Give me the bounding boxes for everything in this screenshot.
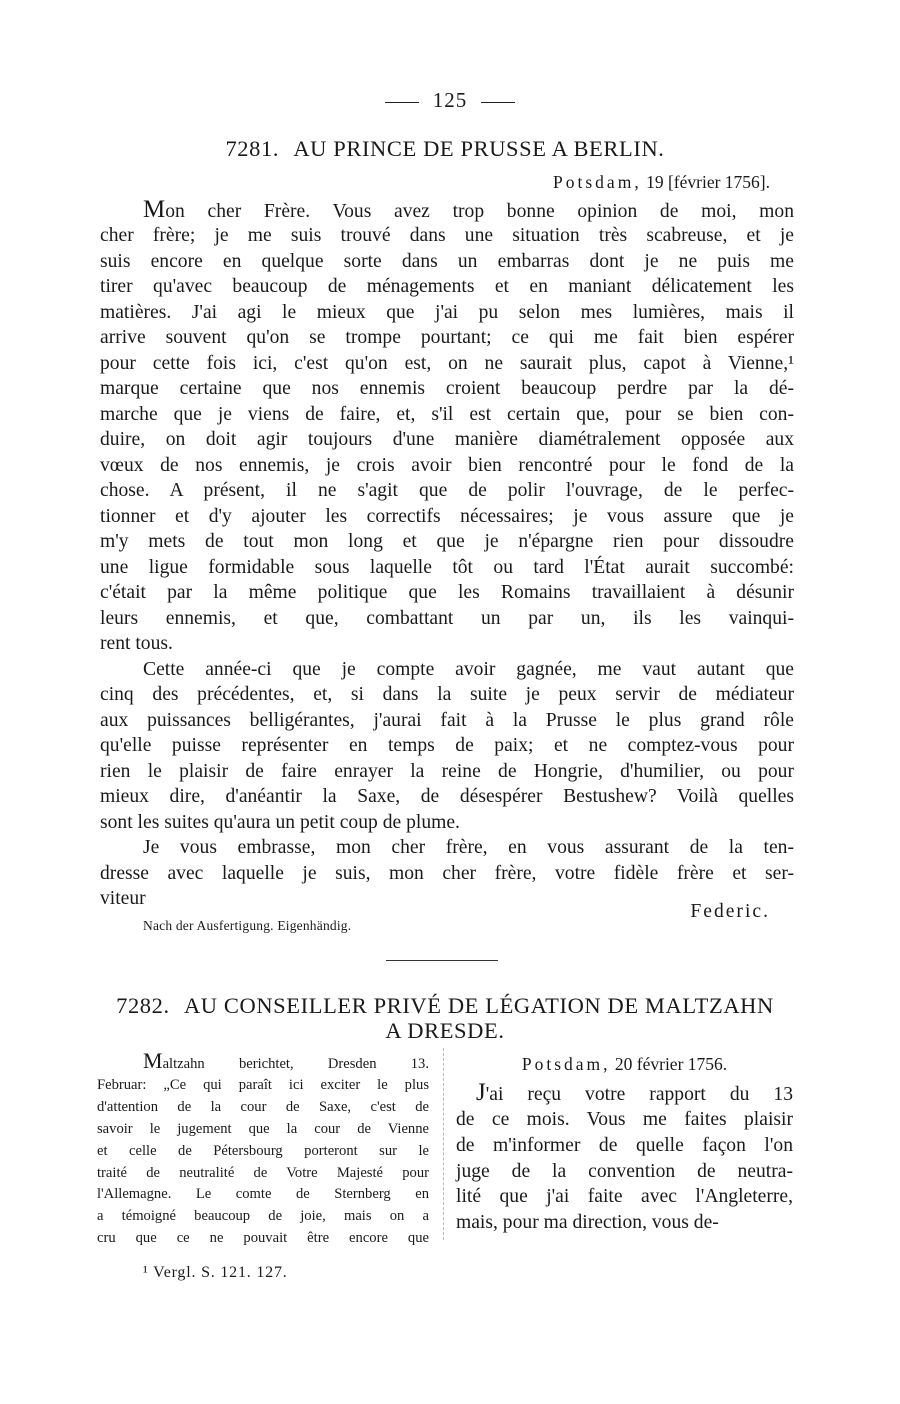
letter-7281-line: matières. J'ai agi le mieux que j'ai pu selon mes lumières, mais il — [100, 302, 794, 323]
letter-7282-title-line1: AU CONSEILLER PRIVÉ DE LÉGATION DE MALTZAHN — [183, 993, 774, 1018]
letter-7281-line: sont les suites qu'aura un petit coup de plume. — [100, 812, 460, 833]
letter-7281-line: suis encore en quelque sorte dans un embarras dont je ne puis me — [100, 251, 794, 272]
letter-7282-line-text: 'ai reçu votre rapport du 13 — [485, 1084, 793, 1105]
letter-7281-heading — [100, 136, 790, 161]
letter-7281-line: tirer qu'avec beaucoup de ménagements et en maniant délicatement les — [100, 276, 794, 297]
letter-7282-line: de m'informer de quelle façon l'on — [456, 1135, 793, 1156]
letter-7281-line-text: on cher Frère. Vous avez trop bonne opinion de moi, mon — [165, 201, 794, 222]
page-number-row — [0, 88, 900, 113]
report-summary-line: Februar: „Ce qui paraît ici exciter le plus — [97, 1077, 429, 1093]
letter-7281-source-note: Nach der Ausfertigung. Eigenhändig. — [143, 918, 352, 933]
letter-7282-line: juge de la convention de neutra- — [456, 1161, 793, 1182]
letter-7281-line: vœux de nos ennemis, je crois avoir bien rencontré pour le fond de la — [100, 455, 794, 476]
letter-7281-line: rien le plaisir de faire enrayer la reine de Hongrie, d'humilier, ou pour — [100, 761, 794, 782]
page-number-dash-right — [481, 102, 515, 103]
letter-7281-line: cher frère; je me suis trouvé dans une situation très scabreuse, et je — [100, 225, 794, 246]
letter-7281-line: cinq des précédentes, et, si dans la suite je peux servir de médiateur — [100, 684, 794, 705]
letter-7281-title: AU PRINCE DE PRUSSE A BERLIN. — [293, 136, 665, 161]
letter-7282-line — [476, 1080, 793, 1108]
letter-7282-initial: J — [476, 1079, 486, 1106]
letter-7282-place: Potsdam, — [521, 1054, 611, 1074]
letter-7281-line: tionner et d'y ajouter les correctifs nécessaires; je vous assure que je — [100, 506, 794, 527]
letter-7282-line: de ce mois. Vous me faites plaisir — [456, 1109, 793, 1130]
letter-7281-line: aux puissances belligérantes, j'aurai fait à la Prusse le plus grand rôle — [100, 710, 794, 731]
column-divider — [443, 1048, 444, 1240]
report-summary-line: et celle de Pétersbourg porteront sur le — [97, 1143, 429, 1159]
letter-7282-line: mais, pour ma direction, vous de- — [456, 1212, 719, 1233]
letter-7281-place: Potsdam, — [553, 172, 642, 192]
letter-7281-line: rent tous. — [100, 633, 173, 654]
letter-7281-line: pour cette fois ici, c'est qu'on est, on ne saurait plus, capot à Vienne,¹ — [100, 353, 794, 374]
letter-7281-signature: Federic. — [690, 901, 770, 922]
report-summary-line: cru que ce ne pouvait être encore que — [97, 1230, 429, 1246]
report-summary-line: a témoigné beaucoup de joie, mais on a — [97, 1208, 429, 1224]
letter-7281-line: qu'elle puisse représenter en temps de paix; et ne comptez-vous pour — [100, 735, 794, 756]
page-number: 125 — [432, 88, 468, 112]
letter-7281-date: 19 [février 1756]. — [646, 172, 770, 192]
letter-7282-line: lité que j'ai faite avec l'Angleterre, — [456, 1186, 793, 1207]
letter-7281-line: duire, on doit agir toujours d'une manière diamétralement opposée aux — [100, 429, 794, 450]
report-summary-line: savoir le jugement que la cour de Vienne — [97, 1121, 429, 1137]
letter-7281-line: marque certaine que nos ennemis croient beaucoup perdre par la dé- — [100, 378, 794, 399]
letter-7281-line — [143, 197, 794, 225]
letter-7281-line: dresse avec laquelle je suis, mon cher frère, votre fidèle frère et ser- — [100, 863, 794, 884]
letter-7281-line: Je vous embrasse, mon cher frère, en vous assurant de la ten- — [143, 837, 794, 858]
letter-7282-heading — [100, 993, 790, 1018]
report-summary-line: traité de neutralité de Votre Majesté pour — [97, 1165, 429, 1181]
letter-7281-line: arrive souvent qu'on se trompe pourtant; ce qui me fait bien espérer — [100, 327, 794, 348]
letter-7281-line: mieux dire, d'anéantir la Saxe, de désespérer Bestushew? Voilà quelles — [100, 786, 794, 807]
report-summary-line: d'attention de la cour de Saxe, c'est de — [97, 1099, 429, 1115]
report-summary-initial: M — [143, 1048, 163, 1073]
letter-7282-dateline — [456, 1054, 793, 1075]
letter-7282-number: 7282. — [116, 993, 170, 1018]
letter-7281-line: Cette année-ci que je compte avoir gagnée, me vaut autant que — [143, 659, 794, 680]
letter-7282-date: 20 février 1756. — [614, 1054, 728, 1074]
letter-7281-dateline — [553, 172, 770, 193]
letter-7282-title-line2: A DRESDE. — [385, 1018, 505, 1043]
letter-7281-line: marche que je viens de faire, et, s'il est certain que, pour se bien con- — [100, 404, 794, 425]
letter-7281-line: c'était par la même politique que les Romains travaillaient à désunir — [100, 582, 794, 603]
section-divider-rule — [386, 960, 498, 961]
page-number-dash-left — [385, 102, 419, 103]
letter-7281-line: une ligue formidable sous laquelle tôt ou tard l'État aurait succombé: — [100, 557, 794, 578]
letter-7281-line: chose. A présent, il ne s'agit que de polir l'ouvrage, de le perfec- — [100, 480, 794, 501]
letter-7281-line: leurs ennemis, et que, combattant un par un, ils les vainqui- — [100, 608, 794, 629]
letter-7281-initial: M — [143, 196, 166, 223]
letter-7281-number: 7281. — [225, 136, 280, 161]
report-summary-line — [143, 1050, 429, 1075]
letter-7281-line: viteur — [100, 888, 146, 909]
report-summary-line: l'Allemagne. Le comte de Sternberg en — [97, 1186, 429, 1202]
letter-7281-line: m'y mets de tout mon long et que je n'épargne rien pour dissoudre — [100, 531, 794, 552]
report-summary-line-text: altzahn berichtet, Dresden 13. — [162, 1056, 429, 1072]
footnote: ¹ Vergl. S. 121. 127. — [143, 1264, 288, 1281]
